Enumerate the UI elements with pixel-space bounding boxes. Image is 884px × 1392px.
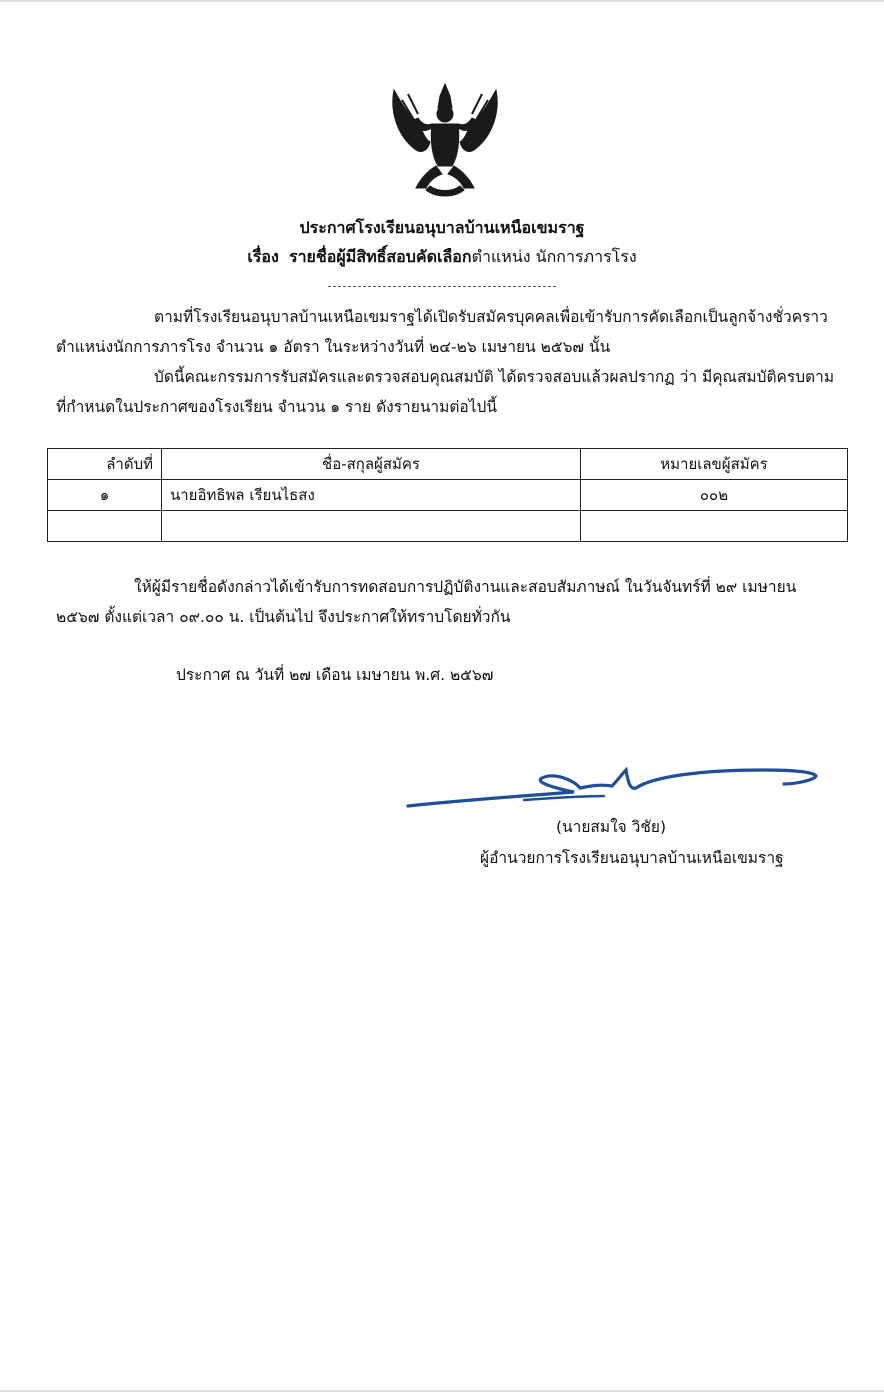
signature-image bbox=[404, 760, 824, 820]
cell-order bbox=[48, 511, 162, 542]
header-name: ชื่อ-สกุลผู้สมัคร bbox=[162, 449, 581, 480]
table-header-row bbox=[48, 449, 848, 480]
paragraph-3-text: ให้ผู้มีรายชื่อดังกล่าวได้เข้ารับการทดสอบการปฏิบัติงานและสอบสัมภาษณ์ ในวันจันทร์ที่ ๒๙ เมษายน ๒๕๖๗ ตั้งแต่เวลา ๐๙.๐๐ น. เป็นต้นไป จึงประกาศให้ทราบโดยทั่วกัน bbox=[56, 578, 797, 626]
subject-rest: ตำแหน่ง นักการภารโรง bbox=[471, 247, 637, 266]
signer-name: (นายสมใจ วิชัย) bbox=[556, 818, 667, 836]
paragraph-3 bbox=[56, 572, 838, 632]
candidate-table bbox=[47, 448, 848, 542]
subject-label: เรื่อง bbox=[247, 247, 279, 266]
announcement-subject bbox=[0, 245, 884, 270]
cell-name bbox=[162, 511, 581, 542]
paragraph-1 bbox=[56, 302, 838, 362]
table-row bbox=[48, 480, 848, 511]
cell-applicant-number: ๐๐๒ bbox=[581, 480, 848, 511]
signer-position: ผู้อำนวยการโรงเรียนอนุบาลบ้านเหนือเขมราฐ bbox=[480, 849, 784, 867]
table-row bbox=[48, 511, 848, 542]
cell-name: นายอิทธิพล เรียนไธสง bbox=[162, 480, 581, 511]
title-divider bbox=[328, 286, 556, 287]
paragraph-1-text: ตามที่โรงเรียนอนุบาลบ้านเหนือเขมราฐได้เปิดรับสมัครบุคคลเพื่อเข้ารับการคัดเลือกเป็นลูกจ้างชั่วคราว ตำแหน่งนักการภารโรง จำนวน ๑ อัตรา ในระหว่างวันที่ ๒๔-๒๖ เมษายน ๒๕๖๗ นั้น bbox=[56, 308, 828, 356]
subject-bold: รายชื่อผู้มีสิทธิ์สอบคัดเลือก bbox=[288, 247, 472, 266]
announcement-date: ประกาศ ณ วันที่ ๒๗ เดือน เมษายน พ.ศ. ๒๕๖๗ bbox=[176, 666, 494, 684]
garuda-emblem-icon bbox=[386, 80, 504, 202]
paragraph-2-text: บัดนี้คณะกรรมการรับสมัครและตรวจสอบคุณสมบัติ ได้ตรวจสอบแล้วผลปรากฏ ว่า มีคุณสมบัติครบตามที่กำหนดในประกาศของโรงเรียน จำนวน ๑ ราย ดังรายนามต่อไปนี้ bbox=[56, 368, 835, 416]
paragraph-2 bbox=[56, 362, 838, 422]
announcement-title: ประกาศโรงเรียนอนุบาลบ้านเหนือเขมราฐ bbox=[299, 218, 585, 237]
cell-applicant-number bbox=[581, 511, 848, 542]
header-applicant-number: หมายเลขผู้สมัคร bbox=[581, 449, 848, 480]
top-edge bbox=[0, 0, 884, 2]
header-order: ลำดับที่ bbox=[48, 449, 162, 480]
cell-order: ๑ bbox=[48, 480, 162, 511]
